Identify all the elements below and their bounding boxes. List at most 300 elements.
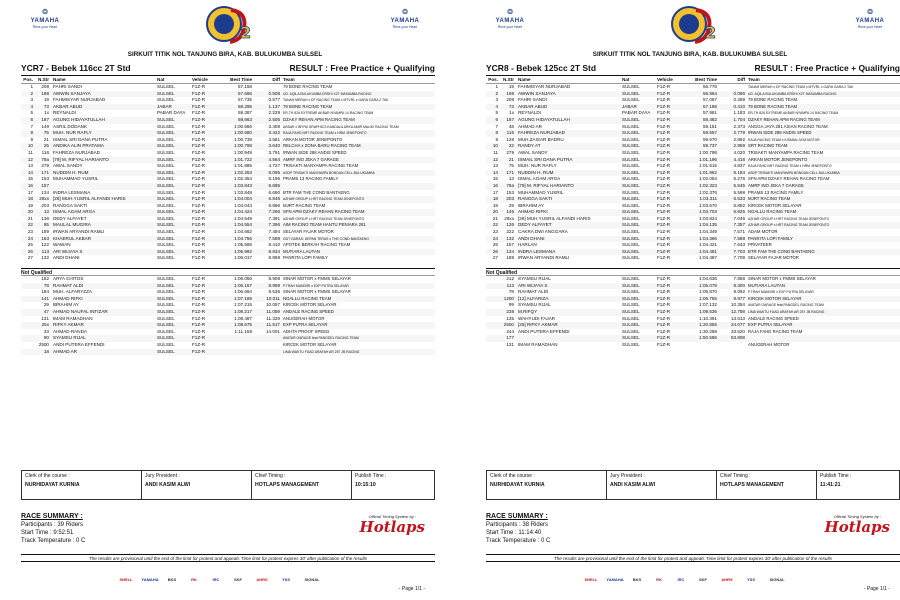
page-number: - Page 1/1 - (863, 586, 890, 592)
nationality-cell: SULSEL (157, 136, 175, 142)
start-number-cell: 73 (508, 103, 514, 109)
best-time-cell: 57.158 (237, 84, 252, 89)
best-time-cell: 59.557 (702, 130, 717, 136)
nationality-cell: SULSEL (622, 322, 640, 328)
vehicle-cell: F1Z-R (657, 143, 671, 149)
diff-cell: 7.266 (268, 209, 280, 215)
rider-name-cell: NUDDIN H. RUM (53, 169, 89, 175)
start-time: Start Time : 11:14:40 (486, 530, 542, 536)
nationality-cell: SULSEL (157, 130, 175, 136)
start-number-cell: 1x (44, 110, 49, 116)
pos-cell: 10 (27, 143, 33, 149)
team-cell: 79 BONE RACING TEAM (283, 103, 333, 109)
sponsor-logo: BKS (632, 577, 642, 582)
nationality-cell: SULSEL (622, 176, 640, 182)
diff-cell: 8.999 (268, 282, 280, 288)
clerk-label: Clerk of the course : (25, 473, 70, 479)
table-row (21, 110, 435, 117)
rider-name-cell: SYAMSU RIJAL (518, 276, 551, 282)
team-cell: AKBAR x BRYM GRAPHICS KANDALA ARKA AMIR MALIKI RACING TEAM (283, 124, 399, 129)
clerk-box (22, 471, 142, 499)
diff-cell: 6.685 (268, 182, 280, 188)
column-header: Best Time (230, 77, 252, 82)
start-number-cell: 122 (41, 242, 49, 248)
team-cell: ER-TH 826 EXTREME AKBAR NYAMPA 14 RACING TEAM (748, 111, 839, 116)
start-number-cell: 163 (41, 235, 49, 241)
rider-name-cell: WAHYUDI FAJAR (518, 315, 556, 321)
start-number-cell: 157 (41, 182, 49, 188)
pos-cell: 2 (30, 90, 33, 96)
clerk-value: NURHIDAYAT KURNIA (490, 482, 545, 488)
table-row (21, 183, 435, 190)
team-cell: SELAYAR FAJAR MOTOR (748, 255, 799, 261)
vehicle-cell: F1Z-R (657, 169, 671, 175)
pos-cell: 7 (495, 123, 498, 129)
team-cell: NGALLU RACING TEAM (283, 295, 332, 301)
table-row (486, 329, 900, 336)
team-cell: PRIVATEER (748, 242, 772, 248)
best-time-cell: 1:02.323 (699, 182, 717, 188)
sponsor-logo: AHRS (256, 577, 268, 582)
team-cell: RAJA FAHD RACING TEAM (748, 328, 803, 334)
nationality-cell: SULSEL (157, 189, 175, 195)
diff-cell: 4.564 (268, 156, 280, 162)
table-row (21, 342, 435, 349)
start-number-cell: 28xx (39, 196, 49, 202)
rider-name-cell: FAHRI SANDI (518, 97, 547, 103)
team-cell: KIRCEK MOTOR SELAYAR (748, 295, 802, 301)
rider-name-cell: SYAMSU RIJAL (518, 302, 551, 308)
table-header (21, 77, 435, 84)
vehicle-cell: F1Z-R (657, 289, 671, 295)
best-time-cell: 1:07.169 (234, 295, 252, 301)
team-cell: ARKAN MOTOR JENEPONTO (283, 136, 343, 142)
vehicle-cell: F1Z-R (192, 248, 206, 254)
diff-cell: 10.011 (266, 295, 280, 301)
start-number-cell: 75 (43, 130, 49, 136)
team-cell: AVATAR GARAGE feat PANGDEL RACING TEAM (283, 336, 359, 341)
best-time-cell: 1:30.298 (699, 328, 717, 334)
publish-value: 10:15:10 (355, 482, 376, 488)
pos-cell: 27 (27, 255, 33, 261)
table-header (486, 77, 900, 84)
start-number-cell: 2500 (503, 322, 514, 328)
table-row (486, 130, 900, 137)
yamaha-brand-name: YAMAHA (390, 18, 420, 24)
pos-cell: 1 (495, 84, 498, 89)
start-number-cell: 244 (506, 328, 514, 334)
nationality-cell: SULSEL (622, 242, 640, 248)
rider-name-cell: AGUNG HIDAYATULLAH (53, 116, 105, 122)
pos-cell: 16 (27, 182, 33, 188)
diff-cell: 33.520 (730, 328, 745, 334)
pos-cell: 26 (27, 248, 33, 254)
start-number-cell: 132 (41, 255, 49, 261)
nationality-cell: SULSEL (157, 90, 175, 96)
officials-box (486, 470, 900, 500)
vehicle-cell: F1Z-R (192, 235, 206, 241)
nationality-cell: SULSEL (622, 315, 640, 321)
nationality-cell: SULSEL (622, 189, 640, 195)
nationality-cell: SULSEL (157, 143, 175, 149)
nationality-cell: SULSEL (157, 295, 175, 301)
vehicle-cell: F1Z-R (192, 229, 206, 235)
rider-name-cell: INDRA LESMANA (518, 248, 556, 254)
nationality-cell: SULSEL (622, 156, 640, 162)
table-row (486, 322, 900, 329)
vehicle-cell: F1Z-R (192, 302, 206, 308)
rider-name-cell: AHMAD RIFKI (518, 209, 548, 215)
team-cell: MUTIARA LAUTAN (283, 248, 320, 254)
best-time-cell: 59.737 (702, 143, 717, 149)
table-row (21, 150, 435, 157)
start-number-cell: 29 (43, 302, 49, 308)
team-cell: TRISAKTI MANYAMPA RACING TEAM (748, 149, 824, 155)
diff-cell: 5.196 (268, 176, 280, 182)
nationality-cell: SULSEL (622, 341, 640, 347)
table-row (21, 196, 435, 203)
vehicle-cell: F1Z-R (657, 248, 671, 254)
start-number-cell: 171 (506, 169, 514, 175)
start-number-cell: 208 (506, 97, 514, 103)
team-cell: TRISAKTI MANYAMPA RACING TEAM (283, 163, 359, 169)
vehicle-cell: F1Z-R (657, 156, 671, 162)
pos-cell: 25 (492, 242, 498, 248)
team-cell: TANAH MERAH x DF RACING TEAM x MTVRL x GARA GARA 2 TAK (283, 98, 389, 103)
nationality-cell: SULSEL (157, 229, 175, 235)
sponsor-logos (580, 572, 790, 588)
best-time-cell: 1:03.670 (699, 202, 717, 208)
table-row (486, 309, 900, 316)
pos-cell: 15 (492, 176, 498, 182)
vehicle-cell: F1Z-R (657, 182, 671, 188)
best-time-cell: 1:00.798 (234, 143, 252, 149)
diff-cell: 3.640 (268, 143, 280, 149)
best-time-cell: 56.778 (702, 84, 717, 89)
rider-name-cell: DEDY ALFAYET (518, 222, 552, 228)
team-cell: ASDP TRISAKTI MANYAMPA BONDAN CELL BULUKUMBA (283, 170, 375, 175)
team-cell: ADAM MOTOR (748, 229, 778, 235)
rider-name-cell: AWWIN SANJAYA (53, 90, 91, 96)
pos-cell: 21 (492, 215, 498, 221)
rider-name-cell: MUHAMMAD YUSRIL (53, 176, 99, 182)
table-row (486, 302, 900, 309)
vehicle-cell: F1Z-R (192, 97, 206, 103)
column-header: Team (748, 77, 760, 82)
table-row (21, 84, 435, 91)
best-time-cell: 1:07.132 (699, 302, 717, 308)
official-timing-label: Official Timing System by : (833, 514, 881, 519)
table-row (486, 216, 900, 223)
nationality-cell: SULSEL (157, 176, 175, 182)
start-number-cell: 78 (43, 282, 49, 288)
nationality-cell: SULSEL (622, 229, 640, 235)
rider-name-cell: MUHAMMAD YUSRIL (518, 189, 564, 195)
diff-cell: 5.184 (733, 169, 745, 175)
start-number-cell: 184 (41, 289, 49, 295)
results-table (5, 84, 445, 262)
team-cell: AZHAR GROUP x HRT RACING TEAM JENEPONTO (283, 197, 365, 202)
table-row (486, 236, 900, 243)
rider-name-cell: IMAM RAMADHAN (518, 341, 558, 347)
pos-cell: 4 (30, 103, 33, 109)
start-number-cell: 1200 (503, 295, 514, 301)
rider-name-cell: RAHMAT ALDI (53, 282, 84, 288)
vehicle-cell: F1Z-R (657, 341, 671, 347)
nationality-cell: SULSEL (157, 156, 175, 162)
pos-cell: 24 (492, 235, 498, 241)
team-cell: ANGGA JAYA 281 ASIAN RACING TEAM (748, 123, 828, 129)
team-cell: MJRT RACING TEAM (748, 196, 791, 202)
table-row (21, 222, 435, 229)
nationality-cell: SULSEL (622, 215, 640, 221)
start-time: Start Time : 9:52:51 (21, 530, 74, 536)
result-title: RESULT : Free Practice + Qualifying (754, 63, 900, 73)
rider-name-cell: FAHRI SANDI (53, 84, 82, 89)
diff-cell: 6.892 (733, 202, 745, 208)
best-time-cell: 1:04.004 (234, 196, 252, 202)
nationality-cell: SULSEL (157, 335, 175, 341)
official-timing-label: Official Timing System by : (368, 514, 416, 519)
diff-cell: 9.092 (733, 289, 745, 295)
start-number-cell: 1x (509, 110, 514, 116)
timing-value: HOTLAPS MANAGEMENT (255, 482, 319, 488)
start-number-cell: 141 (41, 295, 49, 301)
nationality-cell: SULSEL (157, 289, 175, 295)
team-cell: 79 BONE RACING TEAM (283, 84, 333, 89)
pos-cell: 9 (495, 136, 498, 142)
rider-name-cell: ANDI PUTERA EFFENDI (53, 341, 105, 347)
yamaha-tagline: Revs your Heart (857, 25, 883, 29)
nationality-cell: SULSEL (622, 248, 640, 254)
best-time-cell: 1:20.855 (699, 322, 717, 328)
yamaha-brand-name: YAMAHA (30, 18, 60, 24)
team-cell: ADHTA PROOF SPEED (283, 328, 330, 334)
best-time-cell: 57.961 (702, 110, 717, 116)
rider-name-cell: [79] M. RIFYAL HARIANTO (53, 156, 109, 162)
vehicle-cell: F1Z-R (192, 348, 206, 354)
class-title: YCR8 - Bebek 125cc 2T Std (486, 63, 597, 73)
diff-cell: 0.508 (268, 90, 280, 96)
nationality-cell: SULSEL (622, 282, 640, 288)
diff-cell: 10.057 (265, 302, 280, 308)
vehicle-cell: F1Z-R (657, 123, 671, 129)
table-row (21, 117, 435, 124)
rider-name-cell: ISMAIL SRI DANA PUTRA (518, 156, 573, 162)
diff-cell: 8.859 (268, 255, 280, 261)
team-cell: AMRF INO JEKA 7 GARAGE (283, 156, 339, 162)
jury-label: Jury President : (610, 473, 645, 479)
diff-cell: 11.059 (266, 309, 280, 314)
start-number-cell: 90 (43, 335, 49, 341)
vehicle-cell: F1Z-R (192, 276, 206, 282)
vehicle-cell: F1Z-R (657, 202, 671, 208)
best-time-cell: 1:01.885 (234, 163, 252, 169)
sponsor-logo: YAMAHA (141, 577, 159, 582)
sponsor-logo: SHELL (119, 577, 133, 582)
diff-cell: 7.643 (733, 242, 745, 248)
nationality-cell: SULSEL (622, 255, 640, 261)
rider-name-cell: AHMAD AR (53, 348, 77, 354)
rider-name-cell: ANDIKA ALIN PRATAMA (53, 143, 104, 149)
start-number-cell: 203 (506, 196, 514, 202)
start-number-cell: 203 (41, 202, 49, 208)
vehicle-cell: F1Z-R (657, 242, 671, 248)
vehicle-cell: F1Z-R (657, 163, 671, 169)
start-number-cell: 157 (506, 242, 514, 248)
start-number-cell: 25 (43, 143, 49, 149)
timing-label: Chief Timing : (255, 473, 286, 479)
table-row (21, 255, 435, 262)
diff-cell: 1.137 (268, 103, 280, 109)
pos-cell: 23 (27, 229, 33, 235)
table-row (21, 124, 435, 131)
start-number-cell: 131 (41, 315, 49, 321)
best-time-cell: 57.067 (702, 97, 717, 103)
nationality-cell: SULSEL (157, 222, 175, 228)
vehicle-cell: F1Z-R (192, 149, 206, 155)
yamaha-logo (379, 8, 431, 34)
yamaha-tagline: Revs your Heart (32, 25, 58, 29)
table-row (486, 196, 900, 203)
best-time-cell: 1:02.376 (699, 189, 717, 195)
column-header: Best Time (695, 77, 717, 82)
pos-cell: 11 (28, 149, 33, 155)
vehicle-cell: F1Z-R (657, 116, 671, 122)
nationality-cell: SULSEL (622, 335, 640, 341)
vehicle-cell: F1Z-R (657, 176, 671, 182)
start-number-cell: 13 (508, 176, 514, 182)
publish-label: Publish Time : (820, 473, 852, 479)
best-time-cell: 1:50.586 (699, 335, 717, 341)
table-row (21, 137, 435, 144)
table-row (486, 249, 900, 256)
rider-name-cell: MUH.ZAISAR BADRU (518, 136, 564, 142)
start-number-cell: 152 (41, 276, 49, 282)
start-number-cell: 21 (508, 156, 514, 162)
table-row (486, 255, 900, 262)
vehicle-cell: F1Z-R (192, 136, 206, 142)
timing-box (252, 471, 352, 499)
best-time-cell: 1:05.992 (234, 248, 252, 254)
rider-name-cell: ISMAL AGAM ARGA (518, 176, 561, 182)
column-header: Nat (157, 77, 165, 82)
pos-cell: 3 (495, 97, 498, 103)
diff-cell: 7.046 (733, 215, 745, 221)
vehicle-cell: F1Z-R (192, 328, 206, 334)
best-time-cell: 1:08.675 (234, 322, 252, 328)
yamaha-tuning-fork-icon: ❂ (42, 9, 48, 16)
vehicle-cell: F1Z-R (657, 110, 671, 116)
nationality-cell: SULSEL (157, 182, 175, 188)
start-number-cell: 187 (506, 116, 514, 122)
nationality-cell: SULSEL (622, 235, 640, 241)
nationality-cell: PABAR DAYA (157, 110, 186, 116)
yamaha-tagline: Revs your Heart (392, 25, 418, 29)
rider-name-cell: DEDY ALFAYET (53, 215, 87, 221)
team-cell: PRAMS 13 RACING FAMILY (283, 176, 339, 182)
pos-cell: 18 (27, 196, 33, 202)
rider-name-cell: IMAM RAMADHAN (53, 315, 93, 321)
pos-cell: 3 (30, 97, 33, 103)
column-header: N.Str (503, 77, 514, 82)
table-row (486, 110, 900, 117)
table-row (486, 209, 900, 216)
sponsor-logo: BKS (167, 577, 177, 582)
team-cell: LIMA WAKTU FUAD ARAFAH AR 257 JB RACING (283, 349, 360, 354)
best-time-cell: 1:04.421 (699, 242, 717, 248)
table-row (486, 97, 900, 104)
hotlaps-logo: Hotlaps (359, 518, 425, 536)
pos-cell: 6 (30, 116, 33, 122)
team-cell: ANDALE RACING SPEED (283, 309, 334, 314)
team-cell: P.TRAH MANDIRI x EXP PUTRA SELAYAR (748, 290, 814, 295)
vehicle-cell: F1Z-R (192, 309, 206, 314)
best-time-cell: 1:00.798 (699, 149, 717, 155)
best-time-cell: 1:09.536 (699, 309, 717, 314)
diff-cell: 4.727 (268, 163, 280, 169)
start-number-cell: 116 (41, 149, 49, 155)
vehicle-cell: F1Z-R (657, 276, 671, 282)
nationality-cell: SULSEL (157, 235, 175, 241)
start-number-cell: 128 (506, 136, 514, 142)
table-row (21, 130, 435, 137)
rider-name-cell: REYNALDI (53, 110, 76, 116)
start-number-cell: 135 (506, 315, 514, 321)
publish-value: 11:41:21 (820, 482, 841, 488)
diff-cell: 2.892 (733, 136, 745, 142)
team-cell: TANAH MERAH x DF RACING TEAM x MTVRL x GARA GARA 2 TAK (748, 85, 854, 89)
best-time-cell: 1:00.949 (234, 149, 252, 155)
best-time-cell: 1:01.962 (699, 169, 717, 175)
yamaha-brand-name: YAMAHA (855, 18, 885, 24)
start-number-cell: 189 (41, 229, 49, 235)
nationality-cell: SULSEL (157, 242, 175, 248)
nationality-cell: SULSEL (622, 136, 640, 142)
start-number-cell: 149 (41, 123, 49, 129)
rider-name-cell: ARI WIJAYA S (518, 282, 548, 288)
pos-cell: 12 (492, 156, 498, 162)
pos-cell: 22 (27, 222, 33, 228)
nationality-cell: SULSEL (157, 255, 175, 261)
pos-cell: 9 (30, 136, 33, 142)
rider-name-cell: ARI WIJAYA S (53, 248, 83, 254)
rider-name-cell: RANDY AT (518, 143, 541, 149)
rider-name-cell: FAHMISYAR NURJABAD (518, 84, 571, 89)
best-time-cell: 57.188 (702, 103, 717, 109)
vehicle-cell: F1Z-R (657, 196, 671, 202)
team-cell: PANRITA LOPI FAMILY (748, 235, 793, 241)
rider-name-cell: ANDI DHANI (518, 235, 545, 241)
vehicle-cell: F1Z-R (657, 215, 671, 221)
rider-name-cell: [28] MUH.YUSRIL ALFANDI HARIS (518, 215, 591, 221)
vehicle-cell: F1Z-R (192, 322, 206, 328)
start-number-cell: 279 (506, 149, 514, 155)
pos-cell: 22 (492, 222, 498, 228)
table-row (486, 190, 900, 197)
rider-name-cell: ISMAL AGAM ARGA (53, 209, 96, 215)
column-header: Nat (622, 77, 630, 82)
best-time-cell: 1:08.487 (234, 315, 252, 321)
team-cell: MJRT RACING TEAM (283, 202, 326, 208)
pos-cell: 21 (27, 215, 33, 221)
race-summary (21, 513, 85, 545)
diff-cell: 3.422 (268, 130, 280, 136)
sponsor-logo: YSS (281, 577, 290, 582)
nationality-cell: SULSEL (157, 328, 175, 334)
rider-name-cell: WAWAN (53, 242, 71, 248)
rider-name-cell: CAKRA DWI ANGGARA (518, 229, 568, 235)
